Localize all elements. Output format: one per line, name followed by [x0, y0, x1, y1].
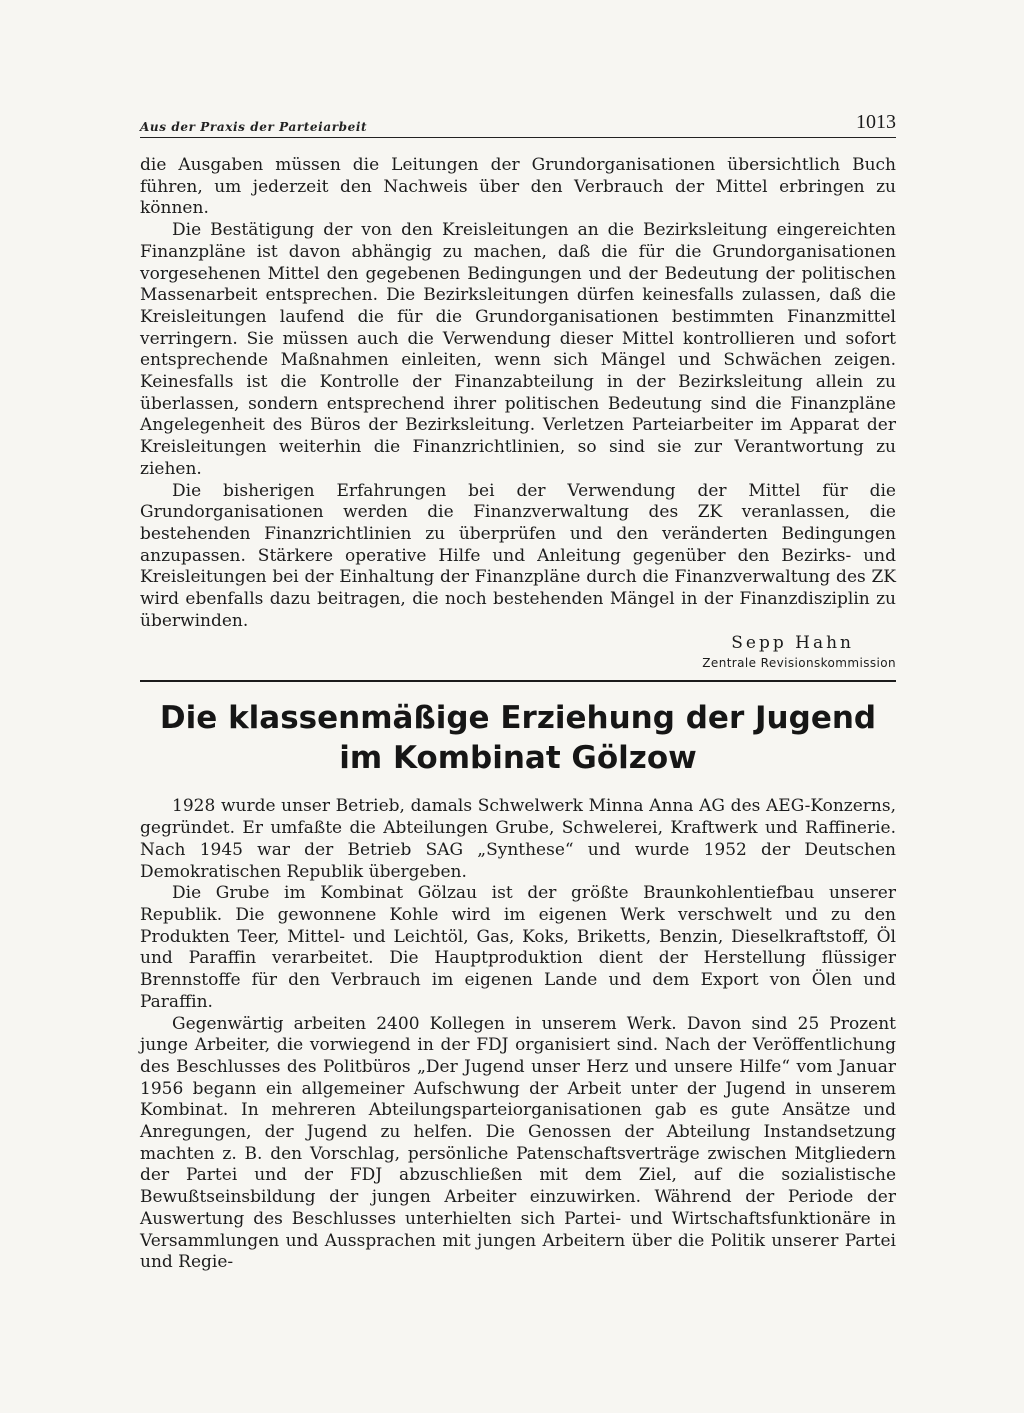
running-title: Aus der Praxis der Parteiarbeit [140, 120, 368, 134]
paragraph: die Ausgaben müssen die Leitungen der Grundorganisationen übersichtlich Buch führen, um jederzeit den Nachweis über den Verbrauch der Mittel erbringen zu können. [140, 155, 896, 219]
author-role: Zentrale Revisionskommission [702, 656, 896, 671]
previous-article-body [140, 155, 896, 632]
paragraph: 1928 wurde unser Betrieb, damals Schwelwerk Minna Anna AG des AEG-Konzerns, gegründet. Er umfaßte die Abteilungen Grube, Schwelerei, Kraftwerk und Raffinerie. Nach 1945 war der Betrieb SAG „Synthese“ und wurde 1952 der Deutschen Demokratischen Republik übergeben. [140, 796, 896, 882]
page-number: 1013 [856, 111, 896, 133]
article-title-line: im Kombinat Gölzow [339, 740, 697, 777]
paragraph: Die bisherigen Erfahrungen bei der Verwendung der Mittel für die Grundorganisationen werden die Finanzverwaltung des ZK veranlassen, die bestehenden Finanzrichtlinien zu überprüfen und den veränderten Bedingungen anzupassen. Stärkere operative Hilfe und Anleitung gegenüber den Bezirks- und Kreisleitungen bei der Einhaltung der Finanzpläne durch die Finanzverwaltung des ZK wird ebenfalls dazu beitragen, die noch bestehenden Mängel in der Finanzdisziplin zu überwinden. [140, 480, 896, 631]
paragraph: Die Bestätigung der von den Kreisleitungen an die Bezirksleitung eingereichten Finanzpläne ist davon abhängig zu machen, daß die für die Grundorganisationen vorgesehenen Mittel den gegebenen Bedingungen und der Bedeutung der politischen Massenarbeit entsprechen. Die Bezirksleitungen dürfen keinesfalls zulassen, daß die Kreisleitungen laufend die für die Grundorganisationen bestimmten Finanzmittel verringern. Sie müssen auch die Verwendung dieser Mittel kontrollieren und sofort entsprechende Maßnahmen einleiten, wenn sich Mängel und Schwächen zeigen. Keinesfalls ist die Kontrolle der Finanzabteilung in der Bezirksleitung allein zu überlassen, sondern entsprechend ihrer politischen Bedeutung sind die Finanzpläne Angelegenheit des Büros der Bezirksleitung. Verletzen Parteiarbeiter im Apparat der Kreisleitungen weiterhin die Finanzrichtlinien, so sind sie zur Verantwortung zu ziehen. [140, 220, 896, 479]
article-title-line: Die klassenmäßige Erziehung der Jugend [159, 700, 877, 737]
paragraph: Gegenwärtig arbeiten 2400 Kollegen in unserem Werk. Davon sind 25 Prozent junge Arbeiter, die vorwiegend in der FDJ organisiert sind. Nach der Veröffentlichung des Beschlusses des Politbüros „Der Jugend unser Herz und unsere Hilfe“ vom Januar 1956 begann ein allgemeiner Aufschwung der Arbeit unter der Jugend in unserem Kombinat. In mehreren Abteilungsparteiorganisationen gab es gute Ansätze und Anregungen, der Jugend zu helfen. Die Genossen der Abteilung Instandsetzung machten z. B. den Vorschlag, persönliche Patenschaftsverträge zwischen Mitgliedern der Partei und der FDJ abzuschließen mit dem Ziel, auf die sozialistische Bewußtseinsbildung der jungen Arbeiter einzuwirken. Während der Periode der Auswertung des Beschlusses unterhielten sich Partei- und Wirtschaftsfunktionäre in Versammlungen und Aussprachen mit jungen Arbeitern über die Politik unserer Partei und Regie- [140, 1013, 896, 1273]
article-title [140, 698, 896, 778]
running-header [140, 100, 896, 138]
article-body [140, 796, 896, 1273]
page [140, 100, 896, 1274]
author-signature: Sepp Hahn [731, 633, 854, 654]
paragraph: Die Grube im Kombinat Gölzau ist der größte Braunkohlentiefbau unserer Republik. Die gewonnene Kohle wird im eigenen Werk verschwelt und zu den Produkten Teer, Mittel- und Leichtöl, Gas, Koks, Briketts, Benzin, Dieselkraftstoff, Öl und Paraffin verarbeitet. Die Hauptproduktion dient der Herstellung flüssiger Brennstoffe für den Verbrauch im eigenen Lande und dem Export von Ölen und Paraffin. [140, 883, 896, 1012]
article-divider [140, 680, 896, 682]
